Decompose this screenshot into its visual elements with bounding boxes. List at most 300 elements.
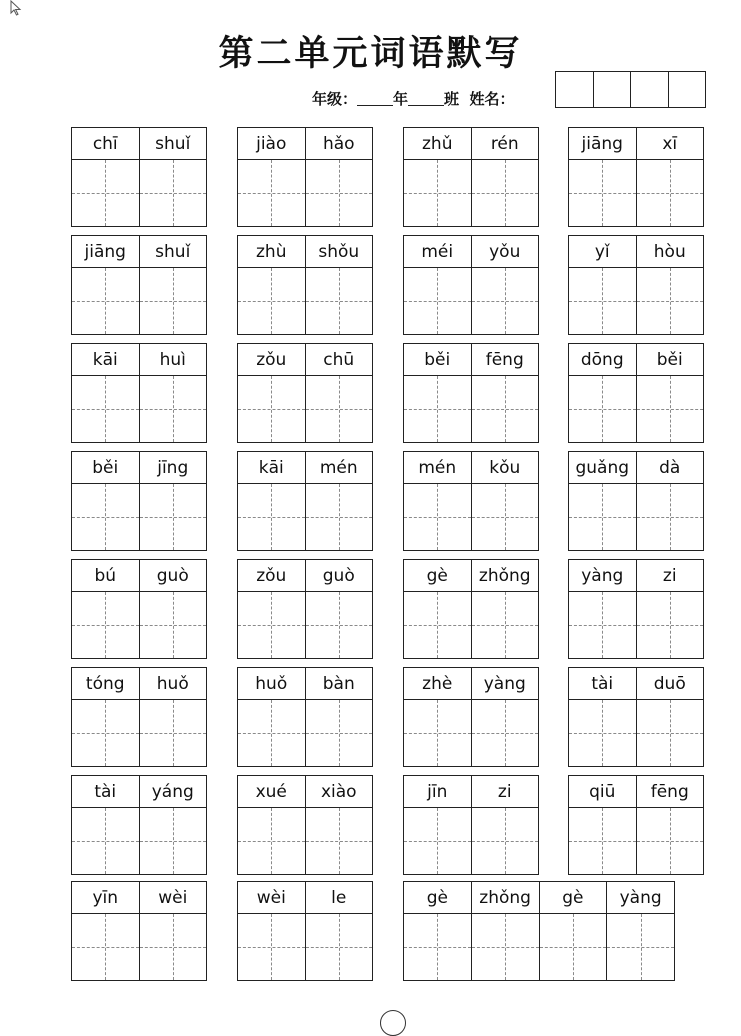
word-box [71,343,207,443]
character-column [72,776,140,874]
character-column [72,882,140,980]
character-column [238,776,306,874]
character-column [472,560,539,658]
pinyin-label: chī [72,128,139,160]
pinyin-label: dōng [569,344,636,376]
character-column [637,452,704,550]
character-column [238,560,306,658]
grid-guide-horizontal [306,733,373,734]
pinyin-label: tài [72,776,139,808]
grid-guide-horizontal [569,841,636,842]
grid-guide-horizontal [140,841,207,842]
pinyin-label: huì [140,344,207,376]
grid-guide-horizontal [238,517,305,518]
writing-grid-cell[interactable] [140,376,207,442]
word-box [403,451,539,551]
grid-guide-horizontal [72,841,139,842]
grid-guide-horizontal [637,301,704,302]
character-column [238,452,306,550]
grid-guide-horizontal [238,625,305,626]
grid-guide-horizontal [238,193,305,194]
writing-grid-cell[interactable] [306,700,373,766]
grid-guide-horizontal [569,193,636,194]
word-box [568,667,704,767]
pinyin-label: jīng [140,452,207,484]
word-box [71,775,207,875]
pinyin-label: huǒ [140,668,207,700]
writing-grid-cell[interactable] [472,914,539,980]
pinyin-label: shuǐ [140,236,207,268]
grid-guide-horizontal [404,193,471,194]
character-column [140,776,207,874]
pinyin-label: gè [404,560,471,592]
pinyin-label: wèi [140,882,207,914]
grid-guide-horizontal [637,193,704,194]
writing-grid-cell[interactable] [306,484,373,550]
word-box [237,881,373,981]
writing-grid-cell[interactable] [140,914,207,980]
pinyin-label: xī [637,128,704,160]
grid-guide-horizontal [72,733,139,734]
pinyin-label: méi [404,236,471,268]
pinyin-label: jiāng [72,236,139,268]
writing-grid-cell[interactable] [404,268,471,334]
grid-guide-horizontal [404,301,471,302]
character-column [637,128,704,226]
character-column [140,128,207,226]
grid-guide-horizontal [140,409,207,410]
word-box [237,127,373,227]
grid-guide-horizontal [306,625,373,626]
pinyin-label: jīn [404,776,471,808]
student-info-line [312,88,515,109]
grid-guide-horizontal [569,733,636,734]
character-column [637,344,704,442]
word-box [71,559,207,659]
writing-grid-cell[interactable] [569,592,636,658]
grid-guide-horizontal [472,841,539,842]
word-box [71,881,207,981]
character-column [238,668,306,766]
writing-grid-cell[interactable] [306,268,373,334]
writing-grid-cell[interactable] [238,160,305,226]
pinyin-label: huǒ [238,668,305,700]
word-box [403,667,539,767]
grid-guide-horizontal [637,409,704,410]
word-box [403,881,675,981]
word-box [237,667,373,767]
name-boxes[interactable] [555,71,706,108]
pinyin-label: tài [569,668,636,700]
character-column [404,236,472,334]
writing-grid-cell[interactable] [637,484,704,550]
pinyin-label: kǒu [472,452,539,484]
character-column [306,128,373,226]
character-column [306,776,373,874]
grid-guide-horizontal [306,301,373,302]
name-box[interactable] [669,72,706,107]
writing-grid-cell[interactable] [404,484,471,550]
writing-grid-cell[interactable] [140,484,207,550]
grid-guide-horizontal [472,409,539,410]
character-column [404,128,472,226]
writing-grid-cell[interactable] [472,700,539,766]
pinyin-label: yàng [569,560,636,592]
writing-grid-cell[interactable] [238,914,305,980]
character-column [637,560,704,658]
character-column [540,882,608,980]
writing-grid-cell[interactable] [238,700,305,766]
character-column [306,344,373,442]
grid-guide-horizontal [569,625,636,626]
writing-grid-cell[interactable] [72,914,139,980]
writing-grid-cell[interactable] [306,914,373,980]
writing-grid-cell[interactable] [238,808,305,874]
pinyin-label: zǒu [238,560,305,592]
grid-guide-horizontal [238,409,305,410]
writing-grid-cell[interactable] [404,376,471,442]
character-column [569,668,637,766]
grade-blank[interactable] [357,91,393,106]
grid-guide-horizontal [72,193,139,194]
grid-guide-horizontal [238,301,305,302]
character-column [140,344,207,442]
name-box[interactable] [631,72,669,107]
name-box[interactable] [556,72,594,107]
writing-grid-cell[interactable] [404,592,471,658]
grid-guide-horizontal [306,947,373,948]
character-column [569,128,637,226]
grid-guide-horizontal [637,517,704,518]
year-label: 年 [393,90,409,108]
pinyin-label: xiào [306,776,373,808]
grid-guide-horizontal [140,301,207,302]
grid-guide-horizontal [140,947,207,948]
word-box [237,559,373,659]
character-column [472,128,539,226]
pinyin-label: zǒu [238,344,305,376]
character-column [472,882,540,980]
writing-grid-cell[interactable] [569,700,636,766]
grid-guide-horizontal [404,625,471,626]
character-column [72,560,140,658]
word-box [403,235,539,335]
character-column [569,452,637,550]
grid-guide-horizontal [238,841,305,842]
grid-guide-horizontal [238,947,305,948]
writing-grid-cell[interactable] [238,592,305,658]
writing-grid-cell[interactable] [472,268,539,334]
word-box [568,127,704,227]
grid-guide-horizontal [238,733,305,734]
word-box [403,559,539,659]
character-column [404,452,472,550]
character-column [472,452,539,550]
pinyin-label: tóng [72,668,139,700]
writing-grid-cell[interactable] [472,592,539,658]
character-column [72,452,140,550]
character-column [637,236,704,334]
pinyin-label: yǒu [472,236,539,268]
pinyin-label: guò [306,560,373,592]
grid-guide-horizontal [306,409,373,410]
writing-grid-cell[interactable] [238,268,305,334]
character-column [238,128,306,226]
grid-guide-horizontal [472,193,539,194]
pinyin-label: yáng [140,776,207,808]
writing-grid-cell[interactable] [238,376,305,442]
grid-guide-horizontal [637,841,704,842]
pinyin-label: zhǒng [472,882,539,914]
writing-grid-cell[interactable] [140,808,207,874]
writing-grid-cell[interactable] [306,160,373,226]
character-column [404,344,472,442]
pinyin-label: le [306,882,373,914]
grid-guide-horizontal [404,517,471,518]
writing-grid-cell[interactable] [637,376,704,442]
writing-grid-cell[interactable] [72,268,139,334]
grid-guide-horizontal [140,625,207,626]
pinyin-label: zi [472,776,539,808]
character-column [140,452,207,550]
class-blank[interactable] [408,91,444,106]
word-box [568,343,704,443]
character-column [637,776,704,874]
character-column [569,344,637,442]
word-box [568,559,704,659]
grid-guide-horizontal [140,193,207,194]
pinyin-label: mén [404,452,471,484]
writing-grid-cell[interactable] [569,808,636,874]
writing-grid-cell[interactable] [569,484,636,550]
writing-grid-cell[interactable] [72,700,139,766]
writing-grid-cell[interactable] [72,484,139,550]
pinyin-label: zhè [404,668,471,700]
writing-grid-cell[interactable] [306,808,373,874]
pinyin-label: guǎng [569,452,636,484]
writing-grid-cell[interactable] [140,592,207,658]
mouse-cursor-icon [10,0,22,16]
pinyin-label: gè [540,882,607,914]
writing-grid-cell[interactable] [472,160,539,226]
grid-guide-horizontal [472,625,539,626]
character-column [404,668,472,766]
character-column [306,668,373,766]
pinyin-label: yīn [72,882,139,914]
grid-guide-horizontal [637,625,704,626]
word-box [568,775,704,875]
page-title: 第二单元词语默写 [218,33,523,74]
character-column [140,668,207,766]
writing-grid-cell[interactable] [72,592,139,658]
grade-label: 年级： [312,90,358,108]
grid-guide-horizontal [404,409,471,410]
writing-grid-cell[interactable] [404,808,471,874]
pinyin-label: bàn [306,668,373,700]
pinyin-label: yàng [607,882,674,914]
grid-guide-horizontal [72,301,139,302]
character-column [72,236,140,334]
pinyin-label: chū [306,344,373,376]
grid-guide-horizontal [72,625,139,626]
pinyin-label: duō [637,668,704,700]
character-column [404,882,472,980]
word-box [568,235,704,335]
pinyin-label: dà [637,452,704,484]
writing-grid-cell[interactable] [569,160,636,226]
word-box [237,343,373,443]
character-column [472,668,539,766]
pinyin-label: hǎo [306,128,373,160]
class-label: 班 [444,90,460,108]
character-column [140,560,207,658]
grid-guide-horizontal [637,733,704,734]
grid-guide-horizontal [472,301,539,302]
writing-grid-cell[interactable] [569,268,636,334]
word-box [568,451,704,551]
pinyin-label: qiū [569,776,636,808]
character-column [306,560,373,658]
pinyin-label: shuǐ [140,128,207,160]
writing-grid-cell[interactable] [306,376,373,442]
grid-guide-horizontal [472,947,539,948]
word-box [237,451,373,551]
name-box[interactable] [594,72,632,107]
grid-guide-horizontal [569,409,636,410]
word-box [403,127,539,227]
writing-grid-cell[interactable] [637,160,704,226]
writing-grid-cell[interactable] [637,592,704,658]
character-column [569,236,637,334]
pinyin-label: xué [238,776,305,808]
character-column [140,236,207,334]
character-column [306,882,373,980]
writing-grid-cell[interactable] [404,160,471,226]
grid-guide-horizontal [140,517,207,518]
grid-guide-horizontal [72,947,139,948]
character-column [238,344,306,442]
pinyin-label: zhǔ [404,128,471,160]
character-column [472,776,539,874]
word-box [237,775,373,875]
writing-grid-cell[interactable] [637,700,704,766]
grid-guide-horizontal [306,841,373,842]
pinyin-label: jiào [238,128,305,160]
pinyin-label: běi [404,344,471,376]
writing-grid-cell[interactable] [140,268,207,334]
writing-grid-cell[interactable] [569,376,636,442]
grid-guide-horizontal [404,733,471,734]
grid-guide-horizontal [472,517,539,518]
character-column [72,668,140,766]
character-column [72,128,140,226]
character-column [238,882,306,980]
pinyin-label: bú [72,560,139,592]
writing-grid-cell[interactable] [404,700,471,766]
word-box [71,235,207,335]
writing-grid-cell[interactable] [472,484,539,550]
grid-guide-horizontal [404,947,471,948]
character-column [238,236,306,334]
pinyin-label: fēng [637,776,704,808]
writing-grid-cell[interactable] [404,914,471,980]
grid-guide-horizontal [540,947,607,948]
character-column [472,236,539,334]
writing-grid-cell[interactable] [637,268,704,334]
character-column [637,668,704,766]
word-box [71,127,207,227]
pinyin-label: yǐ [569,236,636,268]
character-column [569,776,637,874]
character-column [72,344,140,442]
character-column [404,776,472,874]
writing-grid-cell[interactable] [540,914,607,980]
grid-guide-horizontal [306,193,373,194]
pinyin-label: yàng [472,668,539,700]
pinyin-label: běi [72,452,139,484]
character-column [404,560,472,658]
grid-guide-horizontal [306,517,373,518]
writing-grid-cell[interactable] [72,808,139,874]
pinyin-label: guò [140,560,207,592]
grid-guide-horizontal [607,947,674,948]
word-box [403,775,539,875]
character-column [140,882,207,980]
word-box [71,667,207,767]
pinyin-label: gè [404,882,471,914]
pinyin-label: kāi [238,452,305,484]
grid-guide-horizontal [569,301,636,302]
word-box [71,451,207,551]
grid-guide-horizontal [404,841,471,842]
pinyin-label: kāi [72,344,139,376]
pinyin-label: rén [472,128,539,160]
grid-guide-horizontal [72,517,139,518]
pinyin-label: zhǒng [472,560,539,592]
pinyin-label: wèi [238,882,305,914]
writing-grid-cell[interactable] [72,160,139,226]
pinyin-label: zhù [238,236,305,268]
character-column [472,344,539,442]
writing-grid-cell[interactable] [637,808,704,874]
writing-grid-cell[interactable] [140,160,207,226]
writing-grid-cell[interactable] [472,376,539,442]
grid-guide-horizontal [569,517,636,518]
word-box [403,343,539,443]
writing-grid-cell[interactable] [72,376,139,442]
pinyin-label: fēng [472,344,539,376]
writing-grid-cell[interactable] [306,592,373,658]
page-number-circle [380,1010,406,1036]
pinyin-label: hòu [637,236,704,268]
writing-grid-cell[interactable] [238,484,305,550]
grid-guide-horizontal [140,733,207,734]
writing-grid-cell[interactable] [472,808,539,874]
writing-grid-cell[interactable] [607,914,674,980]
character-column [607,882,674,980]
character-column [569,560,637,658]
character-column [306,236,373,334]
word-box [237,235,373,335]
writing-grid-cell[interactable] [140,700,207,766]
pinyin-label: mén [306,452,373,484]
name-label: 姓名： [469,90,515,108]
character-column [306,452,373,550]
grid-guide-horizontal [472,733,539,734]
pinyin-label: zi [637,560,704,592]
grid-guide-horizontal [72,409,139,410]
pinyin-label: jiāng [569,128,636,160]
